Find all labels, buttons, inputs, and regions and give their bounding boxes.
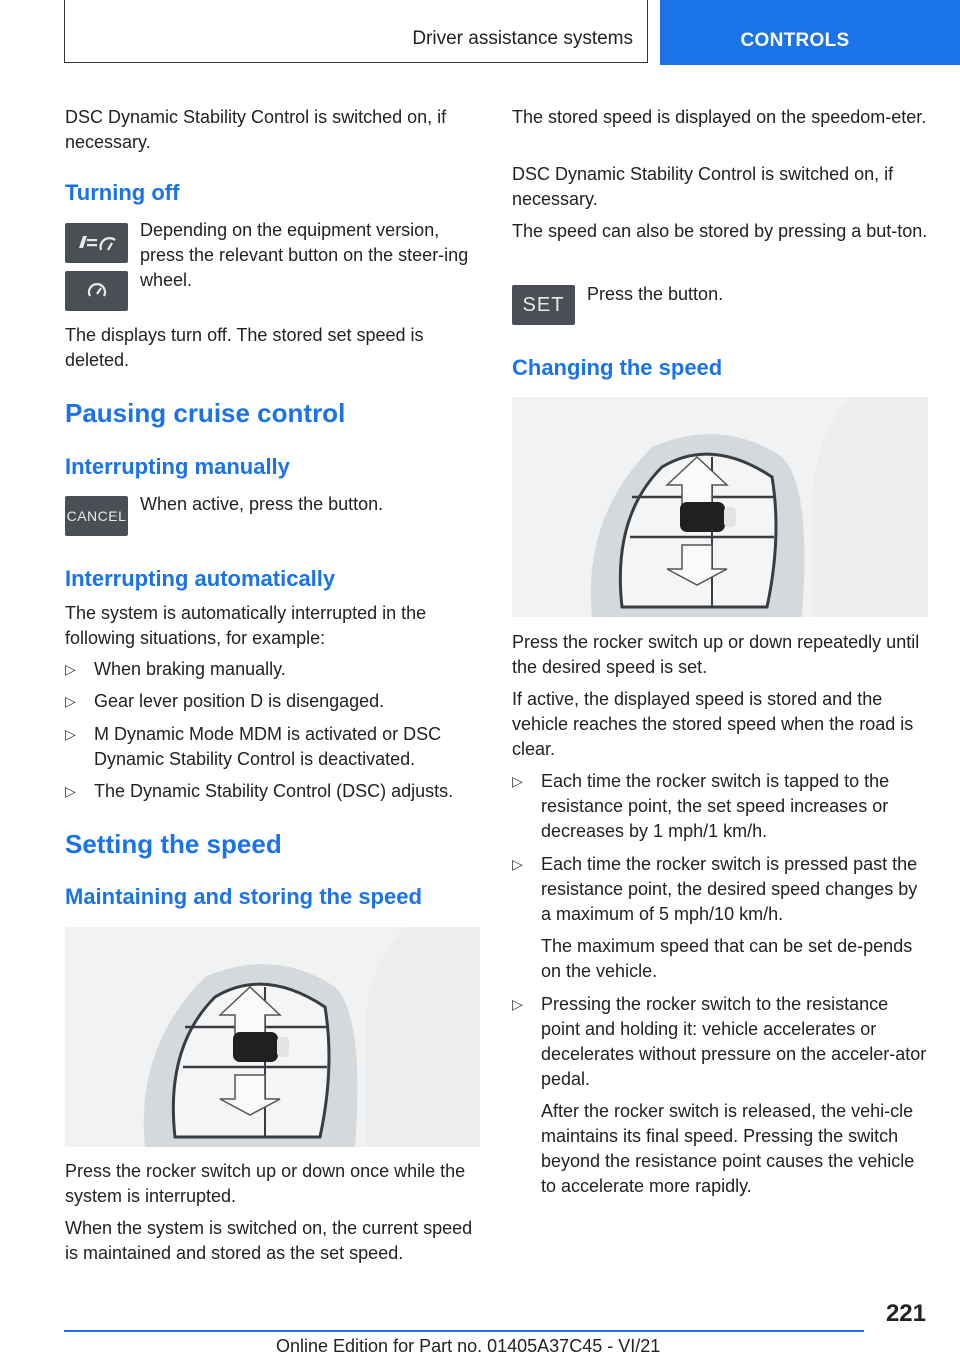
maintaining-heading: Maintaining and storing the speed [65,884,422,909]
bullet-note-paragraph: The maximum speed that can be set de‐pends on the vehicle. [541,936,913,981]
set-button-icon [512,285,575,325]
speed-limiter-button-icon [65,271,128,311]
rocker-once-paragraph: Press the rocker switch up or down once while the system is interrupted. [65,1161,466,1206]
header-chapter-label: CONTROLS [740,30,850,51]
list-item: ▷ The Dynamic Stability Control (DSC) adjusts. [65,779,480,804]
bullet-triangle-icon: ▷ [512,856,523,872]
pausing-heading: Pausing cruise control [65,398,346,428]
cancel-button-label: CANCEL [66,508,127,524]
interrupting-manually-paragraph: When active, press the button. [140,494,384,514]
interrupting-manually-heading: Interrupting manually [65,454,290,479]
press-button-paragraph: Press the button. [587,284,724,304]
turning-off-paragraph: Depending on the equipment version, press the relevant button on the steer‐ing wheel. [140,220,469,290]
dsc-on-paragraph: DSC Dynamic Stability Control is switched on, if necessary. [512,164,894,209]
bullet-triangle-icon: ▷ [65,726,76,742]
steering-wheel-rocker-image [512,397,928,617]
list-item: ▷ When braking manually. [65,657,480,682]
rocker-repeat-paragraph: Press the rocker switch up or down repeatedly until the desired speed is set. [512,632,920,677]
list-item: ▷ Each time the rocker switch is tapped to the resistance point, the set speed increases or decreases by 1 mph/1 km/h. [512,771,890,841]
footer-divider [64,1330,864,1332]
displays-off-paragraph: The displays turn off. The stored set speed is deleted. [65,325,424,370]
list-item: ▷ Pressing the rocker switch to the resistance point and holding it: vehicle accelerates or decelerates without pressure on the acceler‐ator pedal. [512,994,927,1089]
bullet-triangle-icon: ▷ [65,783,76,799]
header-section-box [64,0,648,63]
stored-display-paragraph: The stored speed is displayed on the speedom‐eter. [512,107,927,127]
turning-off-heading: Turning off [65,180,180,205]
also-stored-paragraph: The speed can also be stored by pressing a but‐ton. [512,221,928,241]
bullet-triangle-icon: ▷ [512,773,523,789]
header-section-title: Driver assistance systems [412,28,633,49]
list-item: ▷ Each time the rocker switch is pressed past the resistance point, the desired speed changes by a maximum of 5 mph/10 km/h. [512,854,918,924]
changing-speed-heading: Changing the speed [512,355,723,380]
set-button-label: SET [522,293,565,316]
intro-paragraph: DSC Dynamic Stability Control is switched on, if necessary. [65,107,447,152]
setting-speed-heading: Setting the speed [65,829,282,859]
bullet-triangle-icon: ▷ [512,996,523,1012]
footer-edition-text: Online Edition for Part no. 01405A37C45 - VI/21 [276,1336,661,1356]
bullet-note-paragraph: After the rocker switch is released, the vehi‐cle maintains its final speed. Pressing the switch beyond the resistance point causes the vehicle to accelerate more rapidly. [541,1101,915,1196]
cruise-control-button-icon [65,223,128,263]
steering-wheel-rocker-image [65,927,480,1147]
interrupting-automatically-heading: Interrupting automatically [65,566,336,591]
if-active-paragraph: If active, the displayed speed is stored and the vehicle reaches the stored speed when the road is clear. [512,689,914,759]
cancel-button-icon [65,496,128,536]
list-item: ▷ M Dynamic Mode MDM is activated or DSC Dynamic Stability Control is deactivated. [65,724,442,769]
list-item: ▷ Gear lever position D is disengaged. [65,689,480,714]
bullet-triangle-icon: ▷ [65,661,76,677]
switched-on-paragraph: When the system is switched on, the current speed is maintained and stored as the set speed. [65,1218,473,1263]
interrupting-automatically-paragraph: The system is automatically interrupted in the following situations, for example: [65,603,427,648]
bullet-triangle-icon: ▷ [65,693,76,709]
page-number: 221 [885,1300,926,1327]
header-chapter-tab [660,0,960,65]
